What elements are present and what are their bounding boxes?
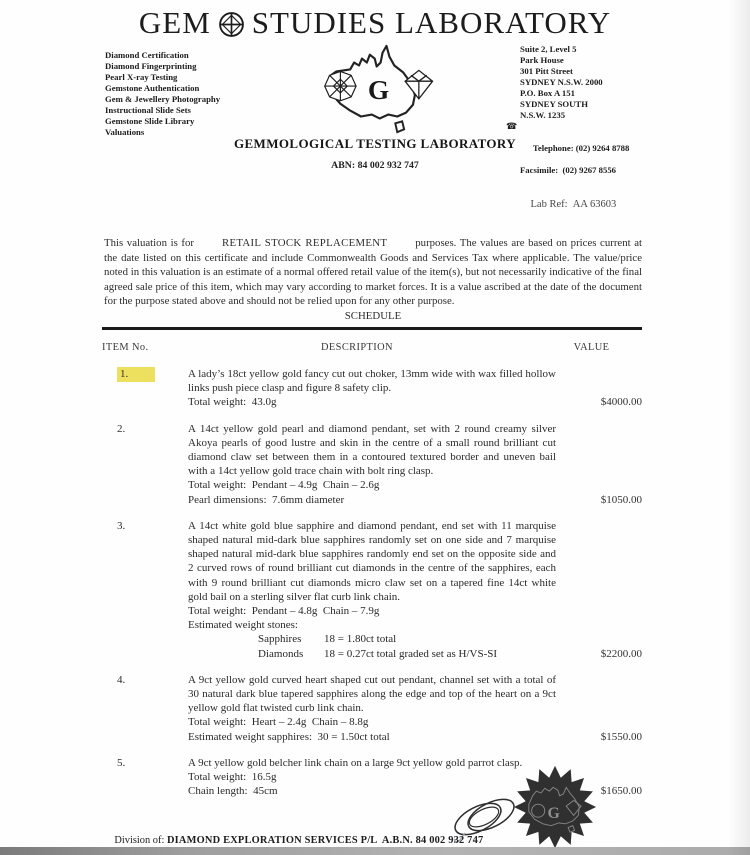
logo-letter-g: G — [367, 74, 390, 105]
item-description: A 14ct white gold blue sapphire and diamond pendant, end set with 11 marquise shaped natural mid-dark blue sapphires randomly set on one side and 7 marquise shaped natural mid-dark blue sapphires randomly end set on the opposite side and 2 curved rows of round brilliant cut diamonds in the centre of the sapphires, each with 9 round brilliant cut diamonds micro claw set on a tapered fine 14ct white gold bail on a sterling silver flat curb link chain. — [188, 519, 556, 603]
item-detail: Pearl dimensions: 7.6mm diameter — [188, 493, 345, 506]
header-value: VALUE — [573, 342, 610, 353]
australia-map-logo — [303, 40, 468, 142]
schedule-heading: SCHEDULE — [344, 309, 402, 322]
table-row-item-2 — [102, 422, 642, 507]
item-detail: Total weight: Heart – 2.4g Chain – 8.8g — [188, 716, 369, 729]
valuation-statement — [104, 236, 642, 324]
item-value: $4000.00 — [600, 396, 642, 409]
page-title — [0, 5, 750, 41]
item-detail: Estimated weight stones: — [188, 619, 298, 632]
stone-weight-row — [258, 632, 556, 646]
item-description: A 9ct yellow gold belcher link chain on a large 9ct yellow gold parrot clasp. — [188, 756, 523, 769]
lab-ref — [520, 188, 616, 221]
telephone-number: Telephone: (02) 9264 8788 — [532, 143, 630, 153]
item-detail: Total weight: 16.5g — [188, 771, 277, 784]
division-abn: A.B.N. 84 002 932 747 — [376, 835, 484, 846]
item-number: 2. — [117, 422, 126, 435]
item-number: 4. — [117, 673, 126, 686]
table-row-item-3 — [102, 519, 642, 661]
item-value: $1550.00 — [600, 730, 642, 743]
item-description: A 14ct yellow gold pearl and diamond pendant, set with 2 round creamy silver Akoya pearls of good lustre and skin in the centre of a small round brilliant cut diamond claw set between them in a contoured textured border and uneven bail with a 14ct yellow gold trace chain with bolt ring clasp. — [188, 422, 556, 478]
item-value: $1050.00 — [600, 493, 642, 506]
item-number: 3. — [117, 519, 126, 532]
statement-prefix: This valuation is for — [104, 237, 194, 249]
division-company: DIAMOND EXPLORATION SERVICES P/L — [166, 835, 377, 846]
services-list — [105, 50, 220, 138]
item-value: $2200.00 — [600, 647, 642, 660]
address-line: N.S.W. 1235 — [520, 110, 566, 120]
address-line: P.O. Box A 151 — [520, 88, 575, 98]
item-detail: Chain length: 45cm — [188, 785, 278, 798]
service-item: Pearl X-ray Testing — [105, 72, 178, 82]
item-description: A 9ct yellow gold curved heart shaped cut out pendant, channel set with a total of 30 natural dark blue tapered sapphires along the edge and top of the heart on a 9ct yellow gold flat twisted curb link chain. — [188, 673, 556, 715]
service-item: Gemstone Authentication — [105, 83, 200, 93]
item-value: $1650.00 — [600, 785, 642, 798]
lab-ref-label: Lab Ref: — [530, 199, 568, 210]
title-right: STUDIES LABORATORY — [251, 5, 612, 40]
address-line: Suite 2, Level 5 — [520, 44, 577, 54]
service-item: Instructional Slide Sets — [105, 105, 191, 115]
service-item: Diamond Fingerprinting — [105, 61, 197, 71]
highlight-mark: 1. — [117, 367, 155, 382]
telephone-icon: ☎ — [506, 121, 518, 131]
stone-name: Diamonds — [258, 647, 304, 660]
table-row-item-4 — [102, 673, 642, 744]
item-description: A lady’s 18ct yellow gold fancy cut out choker, 13mm wide with wax filled hollow links push piece clasp and figure 8 safety clip. — [188, 368, 556, 395]
item-detail: Total weight: Pendant – 4.8g Chain – 7.9g — [188, 605, 380, 618]
laboratory-seal — [499, 759, 611, 855]
division-label: Division of: — [114, 835, 167, 846]
diamond-side-glyph — [405, 70, 432, 98]
address-line: Park House — [520, 55, 564, 65]
valuation-purpose: RETAIL STOCK REPLACEMENT — [221, 237, 388, 249]
item-detail: Total weight: Pendant – 4.9g Chain – 2.6g — [188, 479, 380, 492]
table-header — [102, 330, 642, 367]
address-line: SYDNEY SOUTH — [520, 99, 588, 109]
service-item: Gemstone Slide Library — [105, 116, 195, 126]
item-number: 5. — [117, 756, 126, 769]
facsimile-line: Facsimile: (02) 9267 8556 — [520, 165, 617, 175]
scan-edge-artifact — [0, 847, 750, 855]
subtitle: GEMMOLOGICAL TESTING LABORATORY — [233, 136, 517, 151]
service-item: Diamond Certification — [105, 50, 189, 60]
abn-number: ABN: 84 002 932 747 — [331, 160, 419, 171]
address-line: SYDNEY N.S.W. 2000 — [520, 77, 603, 87]
stone-name: Sapphires — [258, 633, 302, 646]
address-block — [506, 44, 630, 176]
lab-ref-value: AA 63603 — [572, 199, 617, 210]
stone-amount: 18 = 0.27ct total graded set as H/VS-SI — [324, 647, 498, 660]
header-description: DESCRIPTION — [321, 342, 393, 353]
service-item: Valuations — [105, 127, 145, 137]
header-item-no: ITEM No. — [102, 342, 149, 353]
statement-body: purposes. The values are based on prices current at the date listed on this certificate and include Commonwealth Goods and Services Tax where applicable. The value/price noted in this valuation is an estimate of a normal offered retail value of the item(s), but not necessarily indicative of the final agreed sale price of this item, which may vary according to market forces. It is a value ascribed at the date of the document for the purpose stated above and should not be relied upon for any other purpose. — [104, 237, 643, 308]
service-item: Gem & Jewellery Photography — [105, 94, 221, 104]
item-detail: Total weight: 43.0g — [188, 396, 277, 409]
title-left: GEM — [138, 5, 211, 40]
round-gem-glyph — [325, 71, 356, 100]
stone-weight-row — [258, 647, 556, 661]
item-detail: Estimated weight sapphires: 30 = 1.50ct total — [188, 730, 390, 743]
seal-letter-g: G — [547, 805, 560, 823]
schedule-table — [102, 327, 642, 810]
address-line: 301 Pitt Street — [520, 66, 573, 76]
table-row-item-1 — [102, 367, 642, 410]
item-number — [102, 367, 188, 410]
gem-crosshair-icon — [218, 11, 245, 38]
stone-amount: 18 = 1.80ct total — [324, 633, 397, 646]
